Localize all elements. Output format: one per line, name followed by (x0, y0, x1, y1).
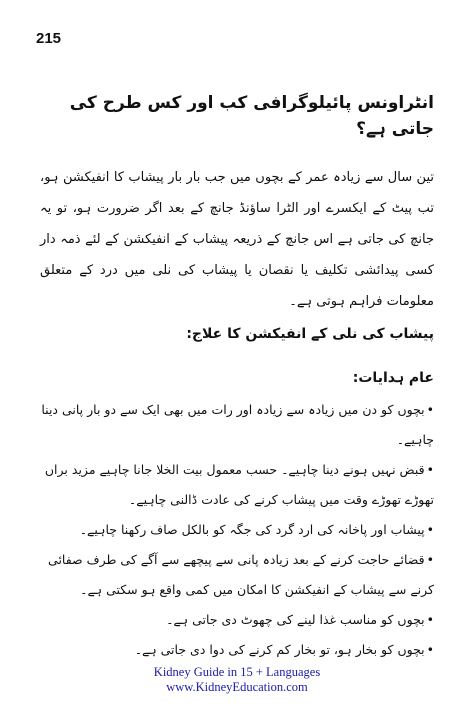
treatment-heading: پیشاب کی نلی کے انفیکشن کا علاج: (186, 326, 434, 342)
general-instructions-heading: عام ہدایات: (352, 370, 434, 386)
list-item-text: بچوں کو مناسب غذا لینے کی چھوٹ دی جاتی ہے۔ (166, 612, 425, 627)
footer-website-link[interactable]: www.KidneyEducation.com (166, 680, 308, 694)
page-content (40, 90, 434, 665)
list-item-text: قبض نہیں ہونے دینا چاہیے۔ حسب معمول بیت الخلا جانا چاہیے مزید براں تھوڑے تھوڑے وقت میں پیشاب کرنے کی عادت ڈالنی چاہیے۔ (44, 462, 434, 507)
bullet-icon: • (426, 402, 434, 417)
list-item-text: پیشاب اور پاخانہ کی ارد گرد کی جگہ کو بالکل صاف رکھنا چاہیے۔ (79, 522, 425, 537)
list-item-text: بچوں کو بخار ہو، تو بخار کم کرنے کی دوا دی جاتی ہے۔ (134, 642, 425, 657)
footer-title: Kidney Guide in 15 + Languages (153, 665, 321, 679)
bullet-icon: • (426, 522, 434, 537)
page-number: 215 (36, 30, 62, 47)
list-item (40, 635, 434, 665)
list-item-text: بچوں کو دن میں زیادہ سے زیادہ اور رات میں بھی ایک سے دو بار پانی دینا چاہیے۔ (41, 402, 434, 447)
bullet-icon: • (426, 612, 434, 627)
page-footer (0, 665, 474, 695)
list-item (40, 545, 434, 605)
list-item (40, 395, 434, 455)
list-item (40, 515, 434, 545)
list-item (40, 605, 434, 635)
bullet-icon: • (426, 642, 434, 657)
list-item (40, 455, 434, 515)
list-item-text: قضائے حاجت کرنے کے بعد زیادہ پانی سے پیچھے سے آگے کی طرف صفائی کرنے سے پیشاب کے انفیکشن کا امکان میں کمی واقع ہو سکتی ہے۔ (48, 552, 434, 597)
instructions-list (40, 395, 434, 665)
bullet-icon: • (426, 552, 434, 567)
body-paragraph: تین سال سے زیادہ عمر کے بچوں میں جب بار بار پیشاب کا انفیکشن ہو، تب پیٹ کے ایکسرے اور الٹرا ساؤنڈ جانچ کے بعد اگر ضرورت ہو، تو یہ جانچ کی جاتی ہے اس جانچ کے ذریعہ پیشاب کے انفیکشن کے لئے ذمہ دار کسی پیدائشی تکلیف یا نقصان یا پیشاب کی نلی میں درد کے متعلق معلومات فراہم ہوتی ہے۔ (40, 170, 434, 309)
bullet-icon: • (426, 462, 434, 477)
section-heading: انٹراونس پائیلوگرافی کب اور کس طرح کی جاتی ہے؟ (69, 93, 434, 139)
